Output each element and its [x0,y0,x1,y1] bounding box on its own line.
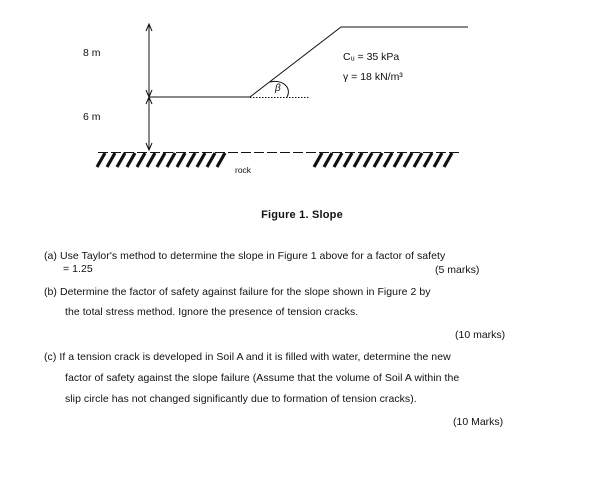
hatch-stroke [384,153,392,167]
hatch-stroke [197,153,205,167]
question-a-line1: (a) Use Taylor's method to determine the slope in Figure 1 above for a factor of safety [44,250,446,262]
hatch-stroke [117,153,125,167]
question-c-line3: slip circle has not changed significantly due to formation of tension cracks). [65,393,417,405]
hatch-stroke [314,153,322,167]
hatch-stroke [157,153,165,167]
hatch-stroke [187,153,195,167]
hatch-stroke [177,153,185,167]
hatch-stroke [334,153,342,167]
hatch-stroke [344,153,352,167]
hatch-stroke [167,153,175,167]
unit-weight-label: γ = 18 kN/m³ [343,71,403,83]
rock-label: rock [235,165,252,175]
question-a-marks: (5 marks) [435,264,480,276]
hatch-stroke [137,153,145,167]
cohesion-label: Cᵤ = 35 kPa [343,51,400,63]
hatch-stroke [147,153,155,167]
question-c-line2: factor of safety against the slope failure (Assume that the volume of Soil A within the [65,372,460,384]
question-c-marks: (10 Marks) [453,416,504,428]
hatch-stroke [424,153,432,167]
hatch-stroke [324,153,332,167]
hatch-stroke [217,153,225,167]
rock-hatching [97,153,460,168]
hatch-stroke [374,153,382,167]
figure-caption: Figure 1. Slope [261,209,343,221]
question-b-line2: the total stress method. Ignore the presence of tension cracks. [65,306,359,318]
hatch-stroke [394,153,402,167]
bottom-height-label: 6 m [83,111,101,123]
hatch-stroke [107,153,115,167]
top-height-label: 8 m [83,47,101,59]
beta-label: β [275,83,281,94]
question-b-line1: (b) Determine the factor of safety against failure for the slope shown in Figure 2 by [44,286,431,298]
hatch-stroke [97,153,105,167]
question-c-line1: (c) If a tension crack is developed in Soil A and it is filled with water, determine the new [44,351,451,363]
question-b-marks: (10 marks) [455,329,506,341]
hatch-stroke [354,153,362,167]
question-a-line2: = 1.25 [63,263,93,275]
slope-profile [149,27,468,97]
hatch-stroke [434,153,442,167]
hatch-stroke [207,153,215,167]
hatch-stroke [414,153,422,167]
hatch-stroke [444,153,452,167]
hatch-stroke [404,153,412,167]
hatch-stroke [364,153,372,167]
dimension-line [146,24,152,150]
slope-figure [0,0,604,205]
hatch-stroke [127,153,135,167]
